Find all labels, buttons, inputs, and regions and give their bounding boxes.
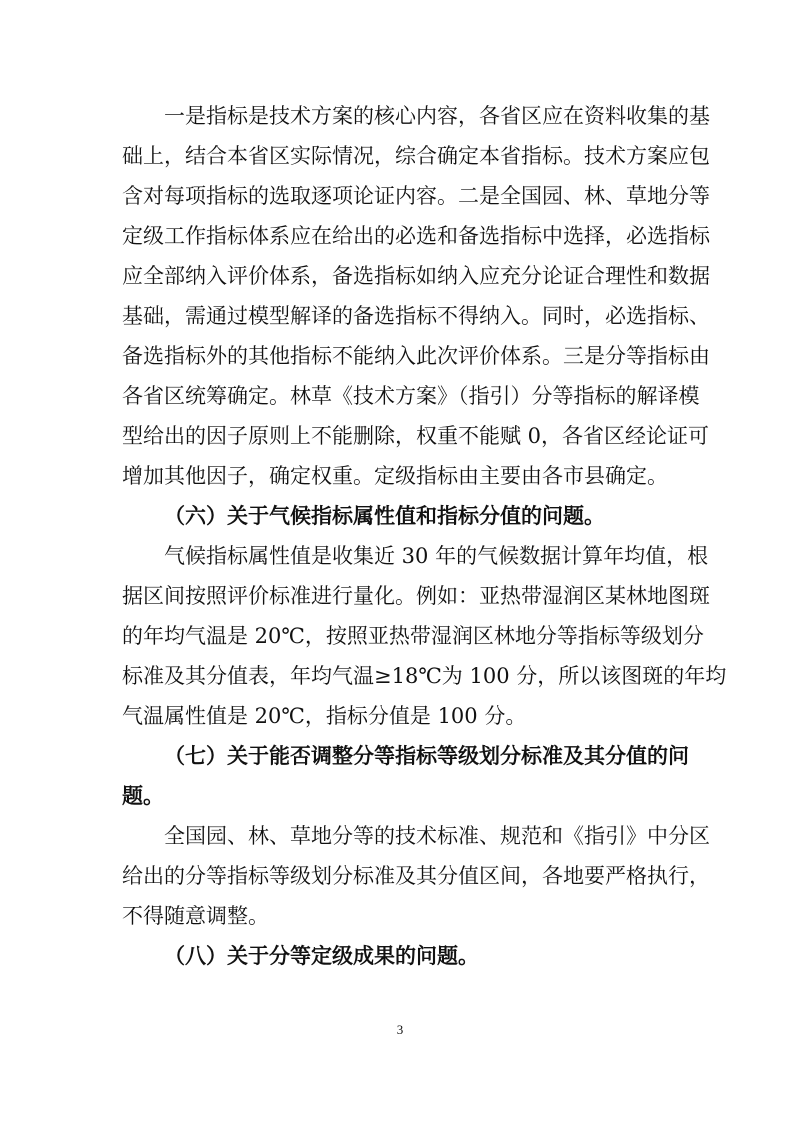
- paragraph-line: 各省区统筹确定。林草《技术方案》（指引）分等指标的解译模: [122, 384, 700, 408]
- paragraph-line: 气候指标属性值是收集近 30 年的气候数据计算年均值，根: [164, 544, 709, 568]
- paragraph-line: 全国园、林、草地分等的技术标准、规范和《指引》中分区: [164, 824, 710, 848]
- paragraph-line: 础上，结合本省区实际情况，综合确定本省指标。技术方案应包: [122, 144, 710, 168]
- paragraph-line: 一是指标是技术方案的核心内容，各省区应在资料收集的基: [164, 104, 710, 128]
- paragraph-line: 定级工作指标体系应在给出的必选和备选指标中选择，必选指标: [122, 224, 710, 248]
- paragraph-line: 的年均气温是 20℃，按照亚热带湿润区林地分等指标等级划分: [122, 624, 704, 648]
- paragraph-line: 含对每项指标的选取逐项论证内容。二是全国园、林、草地分等: [122, 184, 710, 208]
- paragraph-line: 备选指标外的其他指标不能纳入此次评价体系。三是分等指标由: [122, 344, 710, 368]
- paragraph-line: 标准及其分值表，年均气温≥18℃为 100 分，所以该图斑的年均: [122, 664, 727, 688]
- section-heading-line: 题。: [122, 783, 164, 808]
- paragraph-line: 增加其他因子，确定权重。定级指标由主要由各市县确定。: [122, 464, 668, 488]
- paragraph-line: 不得随意调整。: [122, 904, 269, 928]
- paragraph-line: 应全部纳入评价体系，备选指标如纳入应充分论证合理性和数据: [122, 264, 710, 288]
- section-heading-line: （八）关于分等定级成果的问题。: [164, 943, 479, 968]
- paragraph-line: 基础，需通过模型解译的备选指标不得纳入。同时，必选指标、: [122, 304, 710, 328]
- paragraph-line: 气温属性值是 20℃，指标分值是 100 分。: [122, 704, 527, 728]
- paragraph-line: 给出的分等指标等级划分标准及其分值区间，各地要严格执行，: [122, 864, 710, 888]
- section-heading-line: （六）关于气候指标属性值和指标分值的问题。: [164, 503, 605, 528]
- paragraph-line: 型给出的因子原则上不能删除，权重不能赋 0，各省区经论证可: [122, 424, 710, 448]
- section-heading-line: （七）关于能否调整分等指标等级划分标准及其分值的问: [164, 743, 689, 768]
- paragraph-line: 据区间按照评价标准进行量化。例如：亚热带湿润区某林地图斑: [122, 584, 710, 608]
- page-number: 3: [396, 1022, 404, 1037]
